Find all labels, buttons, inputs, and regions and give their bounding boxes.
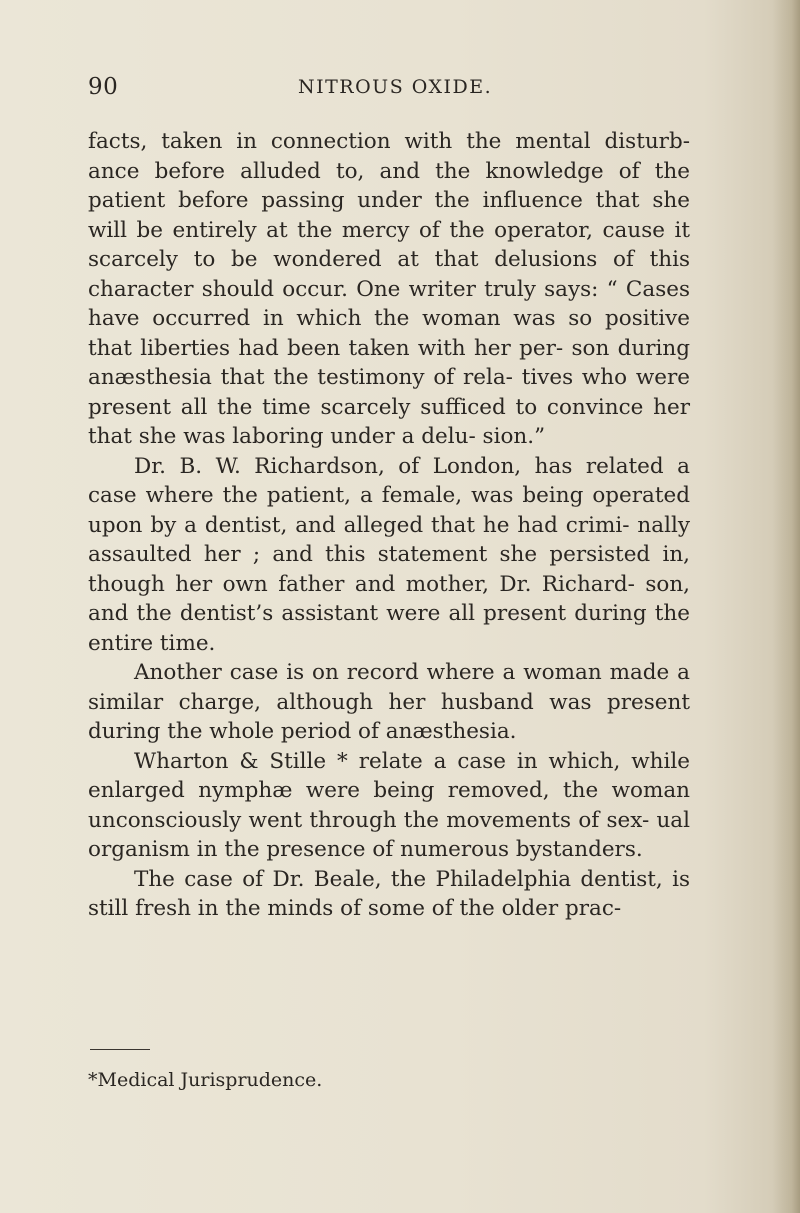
footnote: *Medical Jurisprudence.	[88, 1069, 323, 1091]
body-text	[88, 127, 690, 924]
page-header	[88, 74, 688, 108]
paragraph-1: facts, taken in connection with the mental disturb- ance before alluded to, and the knowledge of the patient before passing under the influence that she will be entirely at the mercy of the operator, cause it scarcely to be wondered at that delusions of this character should occur. One writer truly says: “ Cases have occurred in which the woman was so positive that liberties had been taken with her per- son during anæsthesia that the testimony of rela- tives who were present all the time scarcely sufficed to convince her that she was laboring under a delu- sion.”	[88, 129, 690, 449]
running-head: NITROUS OXIDE.	[298, 76, 493, 98]
paragraph-3: Another case is on record where a woman made a similar charge, although her husband was present during the whole period of anæsthesia.	[88, 660, 690, 744]
page-number: 90	[88, 74, 119, 100]
page-edge-shadow	[772, 0, 800, 1213]
paragraph-2: Dr. B. W. Richardson, of London, has related a case where the patient, a female, was being operated upon by a dentist, and alleged that he had crimi- nally assaulted her ; and this statement she persisted in, though her own father and mother, Dr. Richard- son, and the dentist’s assistant were all present during the entire time.	[88, 453, 690, 656]
footnote-rule	[90, 1049, 150, 1050]
paragraph-4: Wharton & Stille * relate a case in which, while enlarged nymphæ were being removed, the woman unconsciously went through the movements of sex- ual organism in the presence of numerous bystanders.	[88, 748, 690, 862]
paragraph-5: The case of Dr. Beale, the Philadelphia dentist, is still fresh in the minds of some of the older prac-	[88, 866, 690, 921]
